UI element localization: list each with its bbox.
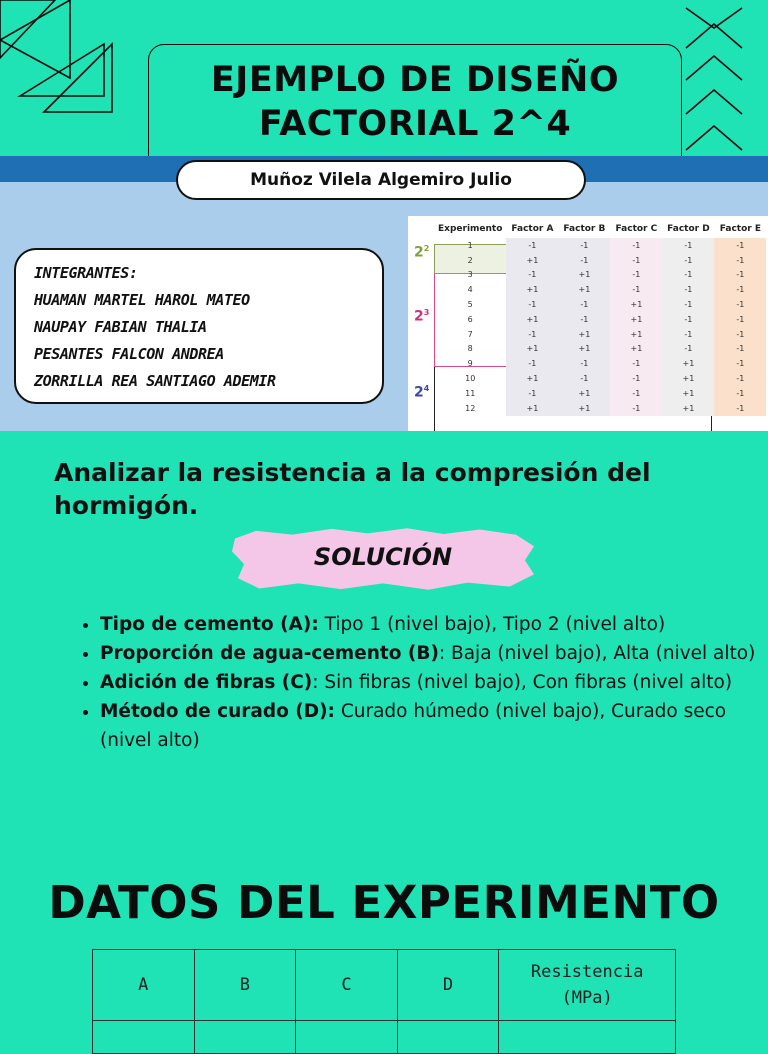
- table-cell: +1: [506, 401, 558, 416]
- table-cell: -1: [714, 386, 766, 401]
- table-cell: -1: [558, 356, 610, 371]
- table-cell: 9: [467, 359, 473, 369]
- column-header: Resistencia (MPa): [499, 950, 676, 1021]
- power-2-3: $2^3$: [414, 308, 430, 325]
- table-cell: [296, 1021, 398, 1054]
- table-cell: -1: [662, 342, 714, 357]
- factorial-header: Factor E: [719, 224, 762, 234]
- table-cell: +1: [662, 356, 714, 371]
- table-cell: 3: [467, 270, 473, 280]
- table-cell: +1: [558, 401, 610, 416]
- table-cell: -1: [558, 297, 610, 312]
- table-cell: [93, 1021, 195, 1054]
- table-cell: -1: [506, 297, 558, 312]
- member-name: PESANTES FALCON ANDREA: [34, 345, 224, 363]
- table-cell: -1: [610, 371, 662, 386]
- table-cell: -1: [506, 386, 558, 401]
- table-cell: +1: [662, 386, 714, 401]
- table-cell: 7: [467, 329, 473, 339]
- table-cell: -1: [506, 238, 558, 253]
- page-title: EJEMPLO DE DISEÑO FACTORIAL 2^4: [210, 60, 620, 144]
- table-cell: +1: [506, 312, 558, 327]
- table-cell: 11: [465, 388, 476, 398]
- column-header: A: [93, 950, 195, 1021]
- chevron-decoration: [686, 56, 742, 80]
- list-item: [100, 668, 768, 697]
- table-cell: +1: [506, 282, 558, 297]
- factor-levels: Tipo 1 (nivel bajo), Tipo 2 (nivel alto): [318, 614, 666, 635]
- table-cell: -1: [558, 371, 610, 386]
- table-cell: -1: [662, 268, 714, 283]
- table-cell: -1: [714, 401, 766, 416]
- table-row: [434, 297, 766, 312]
- power-2-4: $2^4$: [414, 384, 430, 401]
- table-row: [434, 386, 766, 401]
- table-cell: +1: [558, 268, 610, 283]
- factor-list: [78, 610, 768, 755]
- factorial-header: Experimento: [438, 224, 503, 234]
- table-cell: 8: [467, 344, 473, 354]
- members-box: [14, 248, 384, 404]
- table-cell: -1: [610, 282, 662, 297]
- table-cell: -1: [610, 238, 662, 253]
- table-cell: +1: [506, 253, 558, 268]
- table-cell: -1: [662, 282, 714, 297]
- table-cell: -1: [610, 253, 662, 268]
- table-cell: +1: [610, 342, 662, 357]
- table-row: [434, 327, 766, 342]
- table-cell: -1: [714, 312, 766, 327]
- chevron-decoration: [686, 126, 742, 150]
- objective-text: Analizar la resistencia a la compresión del hormigón.: [54, 458, 651, 520]
- table-cell: +1: [558, 327, 610, 342]
- table-cell: 1: [467, 240, 473, 250]
- factorial-table: [434, 220, 766, 416]
- table-cell: -1: [558, 253, 610, 268]
- experiment-data-table: [92, 949, 676, 1054]
- factor-levels: : Baja (nivel bajo), Alta (nivel alto): [438, 643, 756, 664]
- table-cell: 5: [467, 300, 473, 310]
- table-cell: +1: [662, 371, 714, 386]
- table-cell: -1: [714, 342, 766, 357]
- triangle-decoration: [0, 0, 55, 58]
- table-cell: -1: [610, 401, 662, 416]
- power-2-2: $2^2$: [414, 244, 430, 261]
- table-row: [434, 253, 766, 268]
- table-row: [434, 371, 766, 386]
- table-cell: +1: [558, 386, 610, 401]
- table-cell: -1: [662, 312, 714, 327]
- table-cell: 12: [465, 403, 476, 413]
- factor-label: Adición de fibras (C): [100, 672, 313, 693]
- table-cell: -1: [714, 356, 766, 371]
- table-cell: -1: [506, 268, 558, 283]
- table-cell: -1: [714, 297, 766, 312]
- factor-levels: : Sin fibras (nivel bajo), Con fibras (nivel alto): [312, 672, 733, 693]
- members-heading: INTEGRANTES:: [34, 264, 138, 282]
- table-cell: -1: [610, 268, 662, 283]
- table-cell: -1: [714, 282, 766, 297]
- table-row: [434, 401, 766, 416]
- factor-levels: Curado húmedo (nivel bajo), Curado seco (nivel alto): [100, 701, 727, 751]
- table-cell: -1: [506, 356, 558, 371]
- table-row: [434, 356, 766, 371]
- table-cell: -1: [714, 371, 766, 386]
- table-row: [434, 238, 766, 253]
- member-name: ZORRILLA REA SANTIAGO ADEMIR: [34, 372, 276, 390]
- factorial-header: Factor C: [615, 224, 658, 234]
- table-row: [434, 282, 766, 297]
- factorial-header: Factor A: [511, 224, 554, 234]
- table-cell: [499, 1021, 676, 1054]
- table-cell: -1: [558, 238, 610, 253]
- table-cell: -1: [610, 386, 662, 401]
- table-cell: 2: [467, 255, 473, 265]
- list-item: [100, 610, 768, 639]
- table-cell: +1: [506, 342, 558, 357]
- author-name: Muñoz Vilela Algemiro Julio: [176, 160, 586, 200]
- column-header: C: [296, 950, 398, 1021]
- factorial-header: Factor D: [667, 224, 710, 234]
- table-cell: 10: [465, 374, 476, 384]
- table-cell: -1: [610, 356, 662, 371]
- table-cell: -1: [662, 253, 714, 268]
- triangle-decoration: [20, 44, 104, 96]
- table-cell: +1: [662, 401, 714, 416]
- table-cell: -1: [558, 312, 610, 327]
- column-header: B: [194, 950, 296, 1021]
- table-cell: -1: [662, 238, 714, 253]
- table-cell: [194, 1021, 296, 1054]
- triangle-decoration: [0, 0, 70, 78]
- table-cell: -1: [714, 268, 766, 283]
- table-cell: +1: [610, 312, 662, 327]
- factor-label: Tipo de cemento (A):: [100, 614, 319, 635]
- table-cell: -1: [662, 327, 714, 342]
- table-cell: -1: [506, 327, 558, 342]
- list-item: [100, 697, 768, 755]
- factorial-header: Factor B: [563, 224, 606, 234]
- table-cell: -1: [662, 297, 714, 312]
- chevron-decoration: [686, 90, 742, 114]
- table-cell: -1: [714, 253, 766, 268]
- triangle-decoration: [44, 44, 112, 112]
- table-row: [434, 268, 766, 283]
- factorial-table-image: [408, 216, 768, 431]
- table-cell: +1: [558, 342, 610, 357]
- factor-label: Método de curado (D):: [100, 701, 335, 722]
- data-section-title: DATOS DEL EXPERIMENTO: [48, 876, 720, 929]
- solution-heading: SOLUCIÓN: [313, 543, 453, 571]
- table-cell: +1: [506, 371, 558, 386]
- table-cell: +1: [558, 282, 610, 297]
- table-cell: -1: [714, 327, 766, 342]
- table-cell: 4: [467, 285, 473, 295]
- table-cell: [397, 1021, 499, 1054]
- table-cell: 6: [467, 314, 473, 324]
- member-name: NAUPAY FABIAN THALIA: [34, 318, 207, 336]
- column-header: D: [397, 950, 499, 1021]
- member-name: HUAMAN MARTEL HAROL MATEO: [34, 291, 250, 309]
- table-cell: -1: [714, 238, 766, 253]
- list-item: [100, 639, 768, 668]
- table-cell: +1: [610, 297, 662, 312]
- factor-label: Proporción de agua-cemento (B): [100, 643, 439, 664]
- table-row: [434, 342, 766, 357]
- table-row: [434, 312, 766, 327]
- table-cell: +1: [610, 327, 662, 342]
